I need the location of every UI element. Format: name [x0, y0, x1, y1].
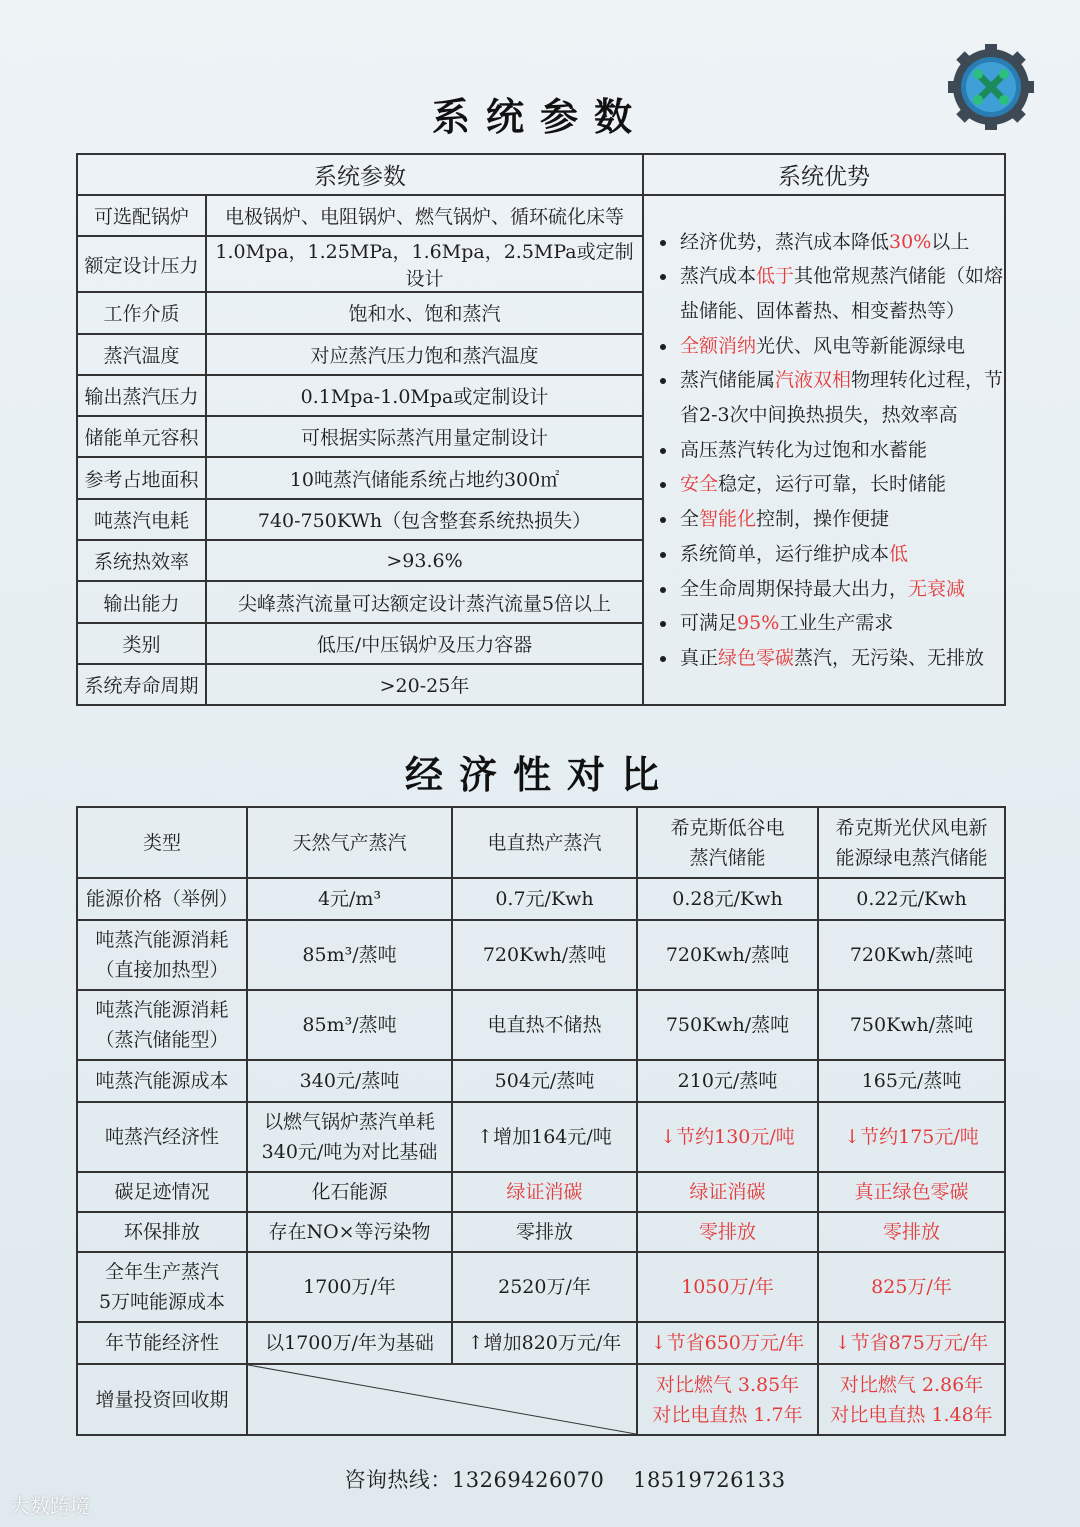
param-value: >20-25年	[206, 664, 643, 705]
param-label: 系统寿命周期	[77, 664, 206, 705]
comparison-row-label: 环保排放	[77, 1212, 247, 1252]
param-value: 低压/中压锅炉及压力容器	[206, 623, 643, 664]
advantage-item	[678, 467, 1004, 502]
comparison-row	[77, 878, 1005, 920]
comparison-header-cell: 希克斯光伏风电新 能源绿电蒸汽储能	[818, 807, 1005, 878]
comparison-cell: 绿证消碳	[452, 1172, 637, 1212]
param-value: >93.6%	[206, 540, 643, 581]
advantage-item	[678, 433, 1004, 468]
params-header-row	[77, 154, 1005, 195]
consult-hotline: 咨询热线：13269426070 18519726133	[344, 1468, 786, 1492]
comparison-cell: 电直热不储热	[452, 990, 637, 1060]
param-row	[77, 195, 1005, 236]
comparison-cell: ↑增加820万元/年	[452, 1322, 637, 1364]
economic-comparison-table	[76, 806, 1006, 1436]
advantage-item	[678, 225, 1004, 260]
param-value: 电极锅炉、电阻锅炉、燃气锅炉、循环硫化床等	[206, 195, 643, 236]
advantage-text: 工业生产需求	[779, 612, 894, 635]
comparison-cell: ↓节省875万元/年	[818, 1322, 1005, 1364]
comparison-cell: 720Kwh/蒸吨	[452, 920, 637, 990]
advantage-text: 光伏、风电等新能源绿电	[756, 334, 966, 357]
payback-valley-cell: 对比燃气 3.85年 对比电直热 1.7年	[637, 1364, 818, 1435]
param-label: 吨蒸汽电耗	[77, 499, 206, 540]
comparison-cell: 340元/蒸吨	[247, 1060, 452, 1102]
header-system-advantages: 系统优势	[643, 154, 1005, 195]
advantage-item	[678, 572, 1004, 607]
param-label: 可选配锅炉	[77, 195, 206, 236]
comparison-cell: 504元/蒸吨	[452, 1060, 637, 1102]
advantage-item	[678, 502, 1004, 537]
comparison-header-cell: 类型	[77, 807, 247, 878]
advantage-highlight: 绿色零碳	[718, 647, 795, 669]
comparison-cell: 85m³/蒸吨	[247, 990, 452, 1060]
advantage-text: 物理转化过程，节省2-3次中间换热损失，热效率高	[680, 369, 1004, 427]
param-label: 系统热效率	[77, 540, 206, 581]
param-label: 输出能力	[77, 581, 206, 622]
advantages-list	[644, 225, 1004, 676]
advantages-cell	[643, 195, 1005, 705]
comparison-cell: ↑增加164元/吨	[452, 1102, 637, 1172]
advantage-text: 其他常规蒸汽储能（如熔盐储能、固体蓄热、相变蓄热等）	[680, 265, 1004, 322]
advantage-text: 蒸汽储能属	[680, 369, 776, 392]
comparison-cell: 750Kwh/蒸吨	[818, 990, 1005, 1060]
advantage-text: 可满足	[680, 612, 738, 635]
advantage-item	[678, 537, 1004, 572]
comparison-cell: 720Kwh/蒸吨	[637, 920, 818, 990]
comparison-cell: 825万/年	[818, 1252, 1005, 1322]
not-applicable-diagonal-cell	[247, 1364, 637, 1435]
comparison-row	[77, 920, 1005, 990]
param-value: 1.0Mpa，1.25MPa，1.6Mpa，2.5MPa或定制设计	[206, 236, 643, 292]
comparison-cell: 85m³/蒸吨	[247, 920, 452, 990]
advantage-item	[678, 363, 1004, 432]
advantage-text: 控制，操作便捷	[756, 508, 890, 531]
advantage-text: 高压蒸汽转化为过饱和水蓄能	[680, 438, 928, 461]
comparison-cell: 210元/蒸吨	[637, 1060, 818, 1102]
comparison-cell: 绿证消碳	[637, 1172, 818, 1212]
comparison-row-label: 全年生产蒸汽 5万吨能源成本	[77, 1252, 247, 1322]
comparison-row	[77, 1212, 1005, 1252]
comparison-cell: 零排放	[818, 1212, 1005, 1252]
param-label: 额定设计压力	[77, 236, 206, 292]
advantage-highlight: 30%	[889, 230, 932, 253]
comparison-row	[77, 1102, 1005, 1172]
comparison-row-label: 吨蒸汽经济性	[77, 1102, 247, 1172]
comparison-row	[77, 1172, 1005, 1212]
comparison-cell: ↓节省650万元/年	[637, 1322, 818, 1364]
payback-label: 增量投资回收期	[77, 1364, 247, 1435]
comparison-cell: 真正绿色零碳	[818, 1172, 1005, 1212]
advantage-highlight: 无衰减	[908, 577, 966, 600]
comparison-row-label: 吨蒸汽能源消耗 （直接加热型）	[77, 920, 247, 990]
advantage-text: 系统简单，运行维护成本	[680, 542, 890, 565]
param-label: 类别	[77, 623, 206, 664]
advantage-text: 稳定，运行可靠，长时储能	[718, 473, 947, 496]
param-label: 输出蒸汽压力	[77, 375, 206, 416]
param-value: 对应蒸汽压力饱和蒸汽温度	[206, 334, 643, 375]
comparison-cell: 以燃气锅炉蒸汽单耗 340元/吨为对比基础	[247, 1102, 452, 1172]
comparison-cell: 0.7元/Kwh	[452, 878, 637, 920]
param-value: 0.1Mpa-1.0Mpa或定制设计	[206, 375, 643, 416]
param-value: 可根据实际蒸汽用量定制设计	[206, 416, 643, 457]
system-params-table	[76, 153, 1006, 706]
advantage-highlight: 汽液双相	[775, 369, 852, 392]
comparison-cell: 0.22元/Kwh	[818, 878, 1005, 920]
comparison-cell: 以1700万/年为基础	[247, 1322, 452, 1364]
comparison-cell: ↓节约175元/吨	[818, 1102, 1005, 1172]
comparison-cell: 4元/m³	[247, 878, 452, 920]
payback-green-cell: 对比燃气 2.86年 对比电直热 1.48年	[818, 1364, 1005, 1435]
comparison-row-label: 年节能经济性	[77, 1322, 247, 1364]
advantage-text: 蒸汽成本	[680, 265, 757, 288]
comparison-cell: 720Kwh/蒸吨	[818, 920, 1005, 990]
comparison-cell: 存在NO×等污染物	[247, 1212, 452, 1252]
param-label: 蒸汽温度	[77, 334, 206, 375]
payback-row	[77, 1364, 1005, 1435]
comparison-cell: 零排放	[637, 1212, 818, 1252]
comparison-row	[77, 990, 1005, 1060]
advantage-highlight: 智能化	[699, 508, 757, 531]
comparison-row-label: 吨蒸汽能源成本	[77, 1060, 247, 1102]
advantage-text: 以上	[931, 230, 970, 253]
comparison-cell: 化石能源	[247, 1172, 452, 1212]
advantage-highlight: 全额消纳	[680, 334, 757, 357]
section-title-economics: 经济性对比	[404, 753, 675, 797]
comparison-cell: 2520万/年	[452, 1252, 637, 1322]
param-label: 储能单元容积	[77, 416, 206, 457]
advantage-highlight: 95%	[737, 612, 780, 635]
advantage-text: 蒸汽，无污染、无排放	[794, 647, 985, 669]
comparison-row	[77, 1060, 1005, 1102]
param-value: 10吨蒸汽储能系统占地约300㎡	[206, 457, 643, 498]
comparison-cell: 零排放	[452, 1212, 637, 1252]
comparison-header-cell: 电直热产蒸汽	[452, 807, 637, 878]
advantage-item	[678, 329, 1004, 364]
header-system-params: 系统参数	[77, 154, 643, 195]
comparison-cell: ↓节约130元/吨	[637, 1102, 818, 1172]
advantage-highlight: 低	[889, 542, 909, 565]
advantage-text: 全生命周期保持最大出力，	[680, 577, 909, 600]
watermark-text: 大数跨境	[10, 1494, 90, 1518]
param-value: 尖峰蒸汽流量可达额定设计蒸汽流量5倍以上	[206, 581, 643, 622]
comparison-row	[77, 1322, 1005, 1364]
comparison-row-label: 吨蒸汽能源消耗 （蒸汽储能型）	[77, 990, 247, 1060]
advantage-highlight: 低于	[756, 265, 795, 288]
comparison-header-row	[77, 807, 1005, 878]
param-label: 工作介质	[77, 292, 206, 333]
param-label: 参考占地面积	[77, 457, 206, 498]
comparison-cell: 165元/蒸吨	[818, 1060, 1005, 1102]
advantage-text: 经济优势，蒸汽成本降低	[680, 230, 890, 253]
advantage-item	[678, 259, 1004, 328]
comparison-cell: 0.28元/Kwh	[637, 878, 818, 920]
advantage-text: 全	[680, 508, 700, 531]
section-title-params: 系统参数	[431, 95, 648, 139]
comparison-cell: 1050万/年	[637, 1252, 818, 1322]
comparison-row-label: 能源价格（举例）	[77, 878, 247, 920]
advantage-text: 真正	[680, 647, 719, 669]
comparison-header-cell: 希克斯低谷电 蒸汽储能	[637, 807, 818, 878]
param-value: 740-750KWh（包含整套系统热损失）	[206, 499, 643, 540]
advantage-highlight: 安全	[680, 473, 719, 496]
comparison-cell: 750Kwh/蒸吨	[637, 990, 818, 1060]
comparison-cell: 1700万/年	[247, 1252, 452, 1322]
comparison-row	[77, 1252, 1005, 1322]
comparison-row-label: 碳足迹情况	[77, 1172, 247, 1212]
comparison-header-cell: 天然气产蒸汽	[247, 807, 452, 878]
param-value: 饱和水、饱和蒸汽	[206, 292, 643, 333]
advantage-item	[678, 606, 1004, 641]
advantage-item	[678, 641, 1004, 676]
